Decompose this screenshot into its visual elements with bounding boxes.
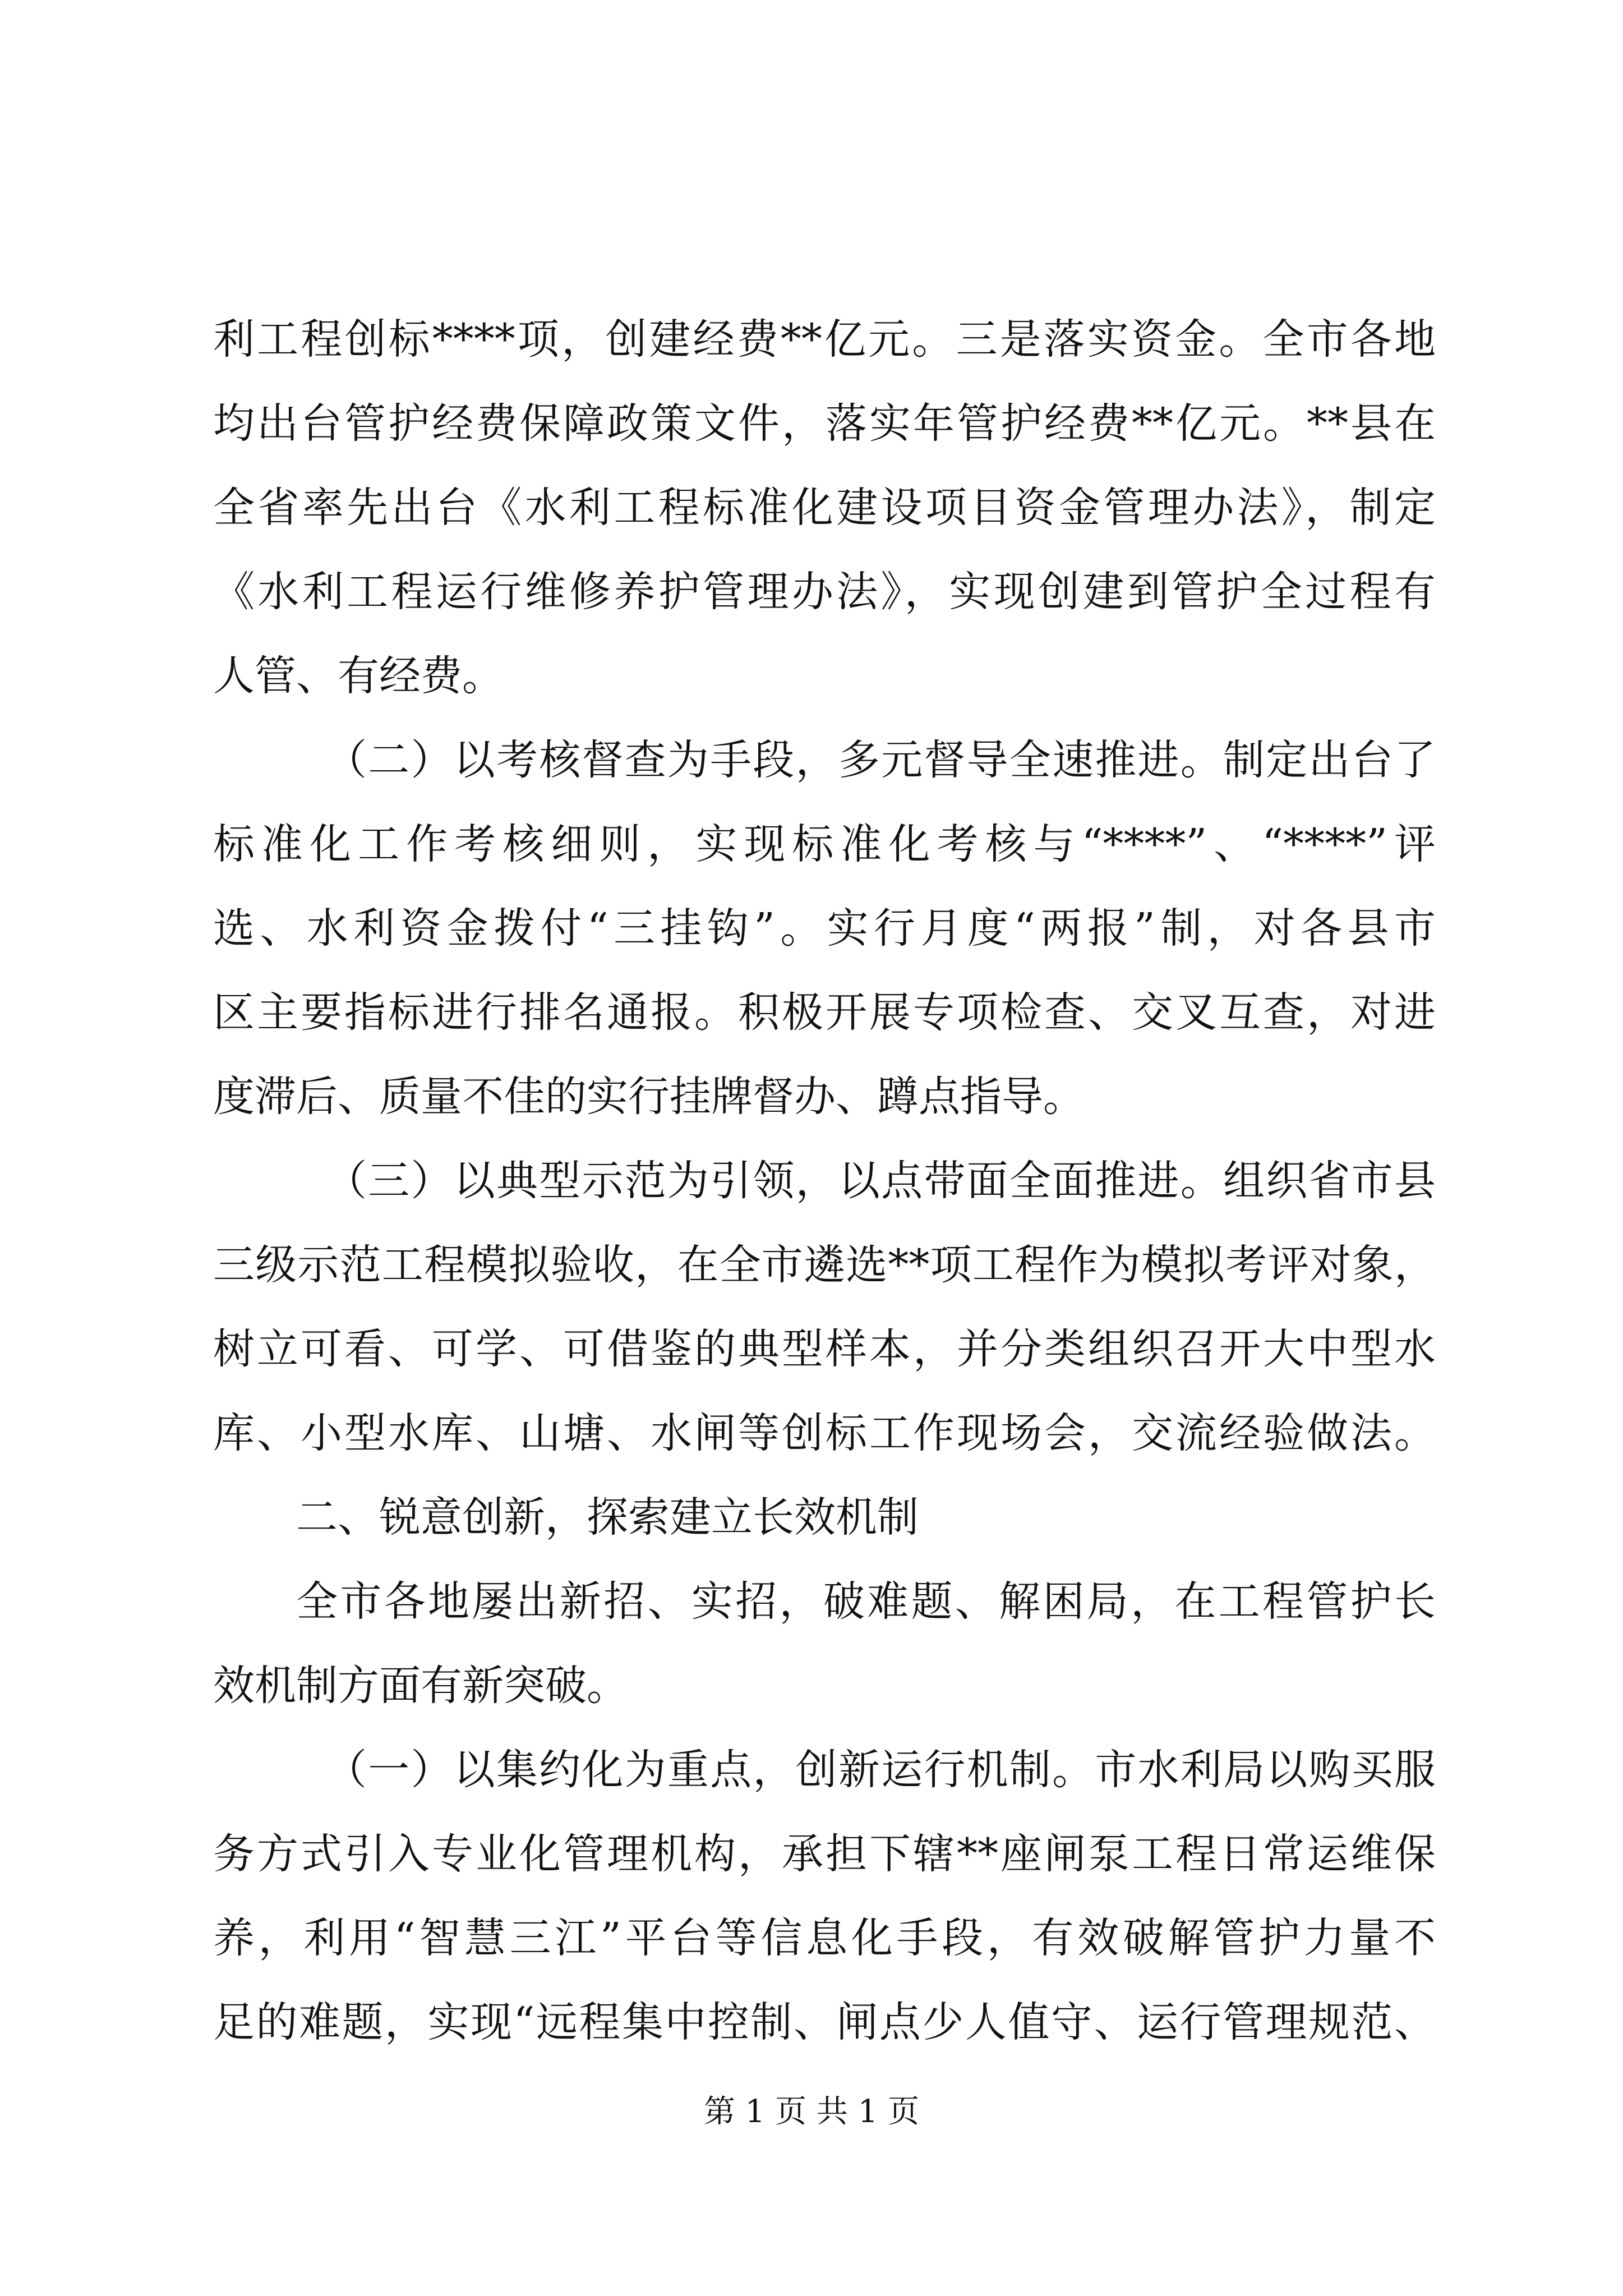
text-line: 人管、有经费。 [213,652,504,700]
paragraph-heading-line: （一）以集约化为重点，创新运行机制。市水利局以购买服 [325,1746,1436,1794]
text-line: 度滞后、质量不佳的实行挂牌督办、蹲点指导。 [213,1073,1085,1121]
text-line: 树立可看、可学、可借鉴的典型样本，并分类组织召开大中型水 [213,1325,1436,1373]
paragraph-heading-line: （三）以典型示范为引领，以点带面全面推进。组织省市县 [325,1157,1436,1205]
section-heading: 二、锐意创新，探索建立长效机制 [296,1493,919,1542]
text-line: 库、小型水库、山塘、水闸等创标工作现场会，交流经验做法。 [213,1409,1436,1457]
paragraph-first-line: 全市各地屡出新招、实招，破难题、解困局，在工程管护长 [296,1577,1436,1626]
text-line: 足的难题，实现“远程集中控制、闸点少人值守、运行管理规范、 [213,1998,1436,2046]
text-line: 三级示范工程模拟验收，在全市遴选**项工程作为模拟考评对象， [213,1241,1436,1289]
paragraph-heading-line: （二）以考核督查为手段，多元督导全速推进。制定出台了 [325,736,1436,784]
text-line: 养，利用“智慧三江”平台等信息化手段，有效破解管护力量不 [213,1914,1436,1962]
text-line: 标准化工作考核细则，实现标准化考核与“****”、“****”评 [213,820,1436,868]
text-line: 区主要指标进行排名通报。积极开展专项检查、交叉互查，对进 [213,988,1436,1037]
text-line: 效机制方面有新突破。 [213,1662,628,1710]
text-line: 选、水利资金拨付“三挂钩”。实行月度“两报”制，对各县市 [213,904,1436,953]
text-line: 均出台管护经费保障政策文件，落实年管护经费**亿元。**县在 [213,399,1436,448]
page-number-footer: 第 1 页 共 1 页 [703,2093,920,2130]
text-line: 全省率先出台《水利工程标准化建设项目资金管理办法》，制定 [213,484,1436,532]
text-line: 务方式引入专业化管理机构，承担下辖**座闸泵工程日常运维保 [213,1830,1436,1878]
text-line: 《水利工程运行维修养护管理办法》，实现创建到管护全过程有 [213,568,1436,616]
text-line: 利工程创标****项，创建经费**亿元。三是落实资金。全市各地 [213,315,1436,364]
document-body [213,297,1436,2064]
